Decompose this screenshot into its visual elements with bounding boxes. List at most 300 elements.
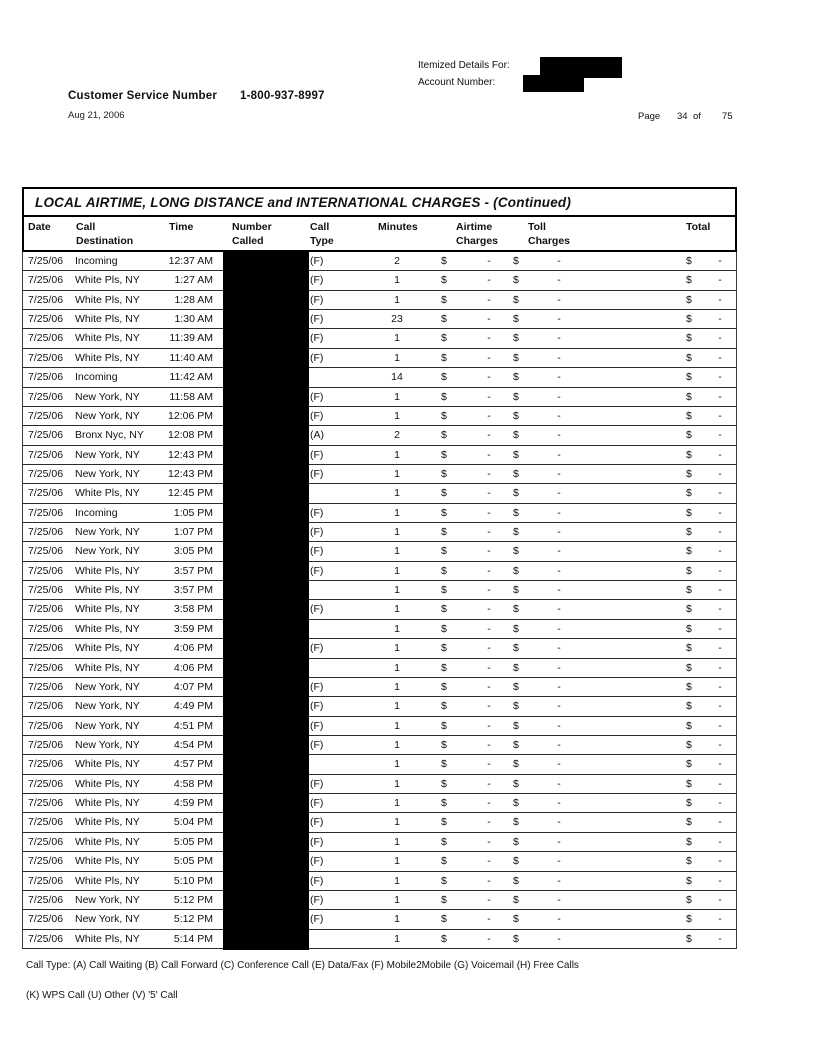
call-type-cell: (F) — [310, 835, 324, 848]
toll-currency-symbol: $ — [513, 467, 519, 480]
total-amount: - — [718, 777, 722, 790]
airtime-currency-symbol: $ — [441, 603, 447, 616]
total-currency-symbol: $ — [686, 758, 692, 771]
total-amount: - — [718, 835, 722, 848]
date-cell: 7/25/06 — [28, 719, 64, 732]
airtime-currency-symbol: $ — [441, 313, 447, 326]
airtime-currency-symbol: $ — [441, 700, 447, 713]
toll-currency-symbol: $ — [513, 680, 519, 693]
total-currency-symbol: $ — [686, 797, 692, 810]
time-cell: 5:10 PM — [173, 874, 213, 887]
call-type-cell: (F) — [310, 467, 324, 480]
col-header-minutes: Minutes — [378, 221, 418, 233]
call-type-cell: (F) — [310, 506, 324, 519]
redaction-number-called — [223, 832, 309, 853]
time-cell: 12:43 PM — [168, 467, 213, 480]
airtime-amount: - — [487, 797, 491, 810]
call-row — [23, 504, 736, 523]
minutes-cell: 1 — [394, 816, 400, 829]
call-type-cell: (F) — [310, 700, 324, 713]
redaction-number-called — [223, 580, 309, 601]
destination-cell: White Pls, NY — [75, 874, 140, 887]
date-cell: 7/25/06 — [28, 545, 64, 558]
col-header-total: Total — [686, 221, 711, 233]
airtime-amount: - — [487, 777, 491, 790]
airtime-currency-symbol: $ — [441, 371, 447, 384]
total-amount: - — [718, 738, 722, 751]
time-cell: 3:57 PM — [173, 564, 213, 577]
total-currency-symbol: $ — [686, 467, 692, 480]
toll-currency-symbol: $ — [513, 758, 519, 771]
call-type-cell: (F) — [310, 680, 324, 693]
call-type-cell: (F) — [310, 855, 324, 868]
total-currency-symbol: $ — [686, 661, 692, 674]
toll-currency-symbol: $ — [513, 855, 519, 868]
total-currency-symbol: $ — [686, 893, 692, 906]
minutes-cell: 1 — [394, 487, 400, 500]
redaction-number-called — [223, 445, 309, 466]
call-type-cell: (F) — [310, 642, 324, 655]
date-cell: 7/25/06 — [28, 642, 64, 655]
airtime-currency-symbol: $ — [441, 816, 447, 829]
total-currency-symbol: $ — [686, 409, 692, 422]
time-cell: 4:51 PM — [173, 719, 213, 732]
call-type-cell: (F) — [310, 448, 324, 461]
airtime-amount: - — [487, 738, 491, 751]
time-cell: 1:30 AM — [174, 313, 213, 326]
minutes-cell: 1 — [394, 758, 400, 771]
total-currency-symbol: $ — [686, 642, 692, 655]
minutes-cell: 1 — [394, 409, 400, 422]
toll-currency-symbol: $ — [513, 332, 519, 345]
call-type-cell: (F) — [310, 390, 324, 403]
date-cell: 7/25/06 — [28, 738, 64, 751]
minutes-cell: 1 — [394, 603, 400, 616]
minutes-cell: 1 — [394, 564, 400, 577]
call-row — [23, 329, 736, 348]
total-currency-symbol: $ — [686, 603, 692, 616]
toll-currency-symbol: $ — [513, 506, 519, 519]
airtime-amount: - — [487, 680, 491, 693]
minutes-cell: 1 — [394, 642, 400, 655]
total-currency-symbol: $ — [686, 371, 692, 384]
time-cell: 3:58 PM — [173, 603, 213, 616]
minutes-cell: 1 — [394, 622, 400, 635]
call-row — [23, 620, 736, 639]
total-amount: - — [718, 874, 722, 887]
toll-currency-symbol: $ — [513, 293, 519, 306]
toll-amount: - — [557, 758, 561, 771]
total-currency-symbol: $ — [686, 255, 692, 267]
minutes-cell: 23 — [391, 313, 403, 326]
destination-cell: New York, NY — [75, 545, 140, 558]
total-currency-symbol: $ — [686, 545, 692, 558]
time-cell: 12:08 PM — [168, 429, 213, 442]
minutes-cell: 1 — [394, 835, 400, 848]
time-cell: 11:40 AM — [169, 351, 213, 364]
toll-currency-symbol: $ — [513, 874, 519, 887]
time-cell: 3:57 PM — [173, 584, 213, 597]
airtime-currency-symbol: $ — [441, 390, 447, 403]
call-row — [23, 794, 736, 813]
airtime-currency-symbol: $ — [441, 874, 447, 887]
call-row — [23, 388, 736, 407]
redaction-number-called — [223, 483, 309, 504]
date-cell: 7/25/06 — [28, 332, 64, 345]
redaction-number-called — [223, 328, 309, 349]
airtime-amount: - — [487, 467, 491, 480]
call-row — [23, 426, 736, 445]
time-cell: 5:12 PM — [173, 893, 213, 906]
time-cell: 4:54 PM — [173, 738, 213, 751]
date-cell: 7/25/06 — [28, 816, 64, 829]
call-type-legend-line1: Call Type: (A) Call Waiting (B) Call Forward (C) Conference Call (E) Data/Fax (F) Mobile2Mobile (G) Voicemail (H) Free Calls — [26, 960, 579, 971]
toll-currency-symbol: $ — [513, 816, 519, 829]
airtime-currency-symbol: $ — [441, 526, 447, 539]
airtime-amount: - — [487, 758, 491, 771]
total-currency-symbol: $ — [686, 487, 692, 500]
time-cell: 4:06 PM — [173, 642, 213, 655]
call-type-cell: (F) — [310, 255, 324, 267]
airtime-currency-symbol: $ — [441, 622, 447, 635]
airtime-amount: - — [487, 661, 491, 674]
time-cell: 3:59 PM — [173, 622, 213, 635]
total-amount: - — [718, 680, 722, 693]
toll-amount: - — [557, 313, 561, 326]
call-type-cell: (F) — [310, 777, 324, 790]
customer-service-number: 1-800-937-8997 — [240, 90, 325, 102]
total-amount: - — [718, 467, 722, 480]
destination-cell: New York, NY — [75, 526, 140, 539]
call-row — [23, 833, 736, 852]
toll-amount: - — [557, 797, 561, 810]
airtime-amount: - — [487, 429, 491, 442]
destination-cell: White Pls, NY — [75, 564, 140, 577]
total-amount: - — [718, 390, 722, 403]
total-amount: - — [718, 274, 722, 287]
toll-currency-symbol: $ — [513, 797, 519, 810]
col-header-time: Time — [169, 221, 194, 233]
toll-amount: - — [557, 467, 561, 480]
call-row — [23, 349, 736, 368]
redaction-number-called — [223, 599, 309, 620]
call-type-cell: (F) — [310, 719, 324, 732]
total-amount: - — [718, 293, 722, 306]
redaction-number-called — [223, 774, 309, 795]
call-row — [23, 639, 736, 658]
redaction-number-called — [223, 871, 309, 892]
call-row — [23, 407, 736, 426]
call-type-cell: (F) — [310, 816, 324, 829]
redaction-number-called — [223, 793, 309, 814]
destination-cell: Bronx Nyc, NY — [75, 429, 144, 442]
call-row — [23, 600, 736, 619]
toll-amount: - — [557, 680, 561, 693]
col-header-toll-charges: Toll Charges — [528, 221, 571, 247]
redaction-number-called — [223, 677, 309, 698]
minutes-cell: 2 — [394, 255, 400, 267]
airtime-amount: - — [487, 332, 491, 345]
call-row — [23, 872, 736, 891]
call-row — [23, 910, 736, 929]
redaction-number-called — [223, 735, 309, 756]
call-row — [23, 252, 736, 271]
airtime-amount: - — [487, 313, 491, 326]
call-row — [23, 368, 736, 387]
toll-currency-symbol: $ — [513, 661, 519, 674]
airtime-currency-symbol: $ — [441, 409, 447, 422]
time-cell: 1:28 AM — [174, 293, 213, 306]
destination-cell: White Pls, NY — [75, 313, 140, 326]
time-cell: 4:59 PM — [173, 797, 213, 810]
time-cell: 4:58 PM — [173, 777, 213, 790]
destination-cell: New York, NY — [75, 719, 140, 732]
airtime-currency-symbol: $ — [441, 545, 447, 558]
airtime-currency-symbol: $ — [441, 487, 447, 500]
airtime-currency-symbol: $ — [441, 351, 447, 364]
col-header-destination: Call Destination — [76, 221, 134, 247]
time-cell: 11:39 AM — [169, 332, 213, 345]
call-row — [23, 523, 736, 542]
minutes-cell: 1 — [394, 874, 400, 887]
date-cell: 7/25/06 — [28, 855, 64, 868]
total-currency-symbol: $ — [686, 526, 692, 539]
minutes-cell: 1 — [394, 448, 400, 461]
minutes-cell: 1 — [394, 545, 400, 558]
time-cell: 1:05 PM — [173, 506, 213, 519]
airtime-currency-symbol: $ — [441, 448, 447, 461]
call-row — [23, 717, 736, 736]
destination-cell: White Pls, NY — [75, 816, 140, 829]
toll-currency-symbol: $ — [513, 893, 519, 906]
call-type-cell: (F) — [310, 738, 324, 751]
toll-currency-symbol: $ — [513, 622, 519, 635]
page-number: 34 — [677, 111, 688, 122]
date-cell: 7/25/06 — [28, 700, 64, 713]
date-cell: 7/25/06 — [28, 893, 64, 906]
toll-amount: - — [557, 622, 561, 635]
airtime-currency-symbol: $ — [441, 564, 447, 577]
airtime-amount: - — [487, 371, 491, 384]
toll-currency-symbol: $ — [513, 351, 519, 364]
table-title: LOCAL AIRTIME, LONG DISTANCE and INTERNATIONAL CHARGES - (Continued) — [35, 194, 572, 210]
call-type-cell: (F) — [310, 797, 324, 810]
minutes-cell: 1 — [394, 700, 400, 713]
airtime-currency-symbol: $ — [441, 429, 447, 442]
destination-cell: New York, NY — [75, 913, 140, 926]
destination-cell: Incoming — [75, 371, 118, 384]
minutes-cell: 1 — [394, 855, 400, 868]
total-currency-symbol: $ — [686, 874, 692, 887]
toll-amount: - — [557, 274, 561, 287]
destination-cell: White Pls, NY — [75, 351, 140, 364]
airtime-currency-symbol: $ — [441, 797, 447, 810]
toll-currency-symbol: $ — [513, 584, 519, 597]
charges-table — [22, 187, 737, 949]
call-type-cell: (F) — [310, 409, 324, 422]
airtime-amount: - — [487, 932, 491, 945]
redaction-number-called — [223, 406, 309, 427]
minutes-cell: 1 — [394, 526, 400, 539]
total-currency-symbol: $ — [686, 932, 692, 945]
total-currency-symbol: $ — [686, 584, 692, 597]
call-row — [23, 852, 736, 871]
total-amount: - — [718, 893, 722, 906]
call-type-cell: (F) — [310, 603, 324, 616]
airtime-amount: - — [487, 526, 491, 539]
toll-amount: - — [557, 893, 561, 906]
toll-amount: - — [557, 526, 561, 539]
table-title-box — [22, 187, 737, 217]
total-currency-symbol: $ — [686, 293, 692, 306]
total-amount: - — [718, 351, 722, 364]
toll-amount: - — [557, 255, 561, 267]
total-amount: - — [718, 622, 722, 635]
minutes-cell: 1 — [394, 893, 400, 906]
total-amount: - — [718, 719, 722, 732]
toll-currency-symbol: $ — [513, 913, 519, 926]
total-amount: - — [718, 584, 722, 597]
time-cell: 12:06 PM — [168, 409, 213, 422]
call-row — [23, 659, 736, 678]
toll-currency-symbol: $ — [513, 487, 519, 500]
toll-amount: - — [557, 351, 561, 364]
call-row — [23, 678, 736, 697]
airtime-amount: - — [487, 506, 491, 519]
redaction-number-called — [223, 270, 309, 291]
statement-date: Aug 21, 2006 — [68, 110, 125, 121]
call-type-cell: (F) — [310, 293, 324, 306]
date-cell: 7/25/06 — [28, 913, 64, 926]
total-amount: - — [718, 816, 722, 829]
toll-currency-symbol: $ — [513, 700, 519, 713]
page-total: 75 — [722, 111, 733, 122]
time-cell: 5:05 PM — [173, 855, 213, 868]
airtime-amount: - — [487, 893, 491, 906]
airtime-amount: - — [487, 255, 491, 267]
toll-amount: - — [557, 332, 561, 345]
airtime-currency-symbol: $ — [441, 680, 447, 693]
toll-amount: - — [557, 642, 561, 655]
redaction-number-called — [223, 890, 309, 911]
toll-amount: - — [557, 874, 561, 887]
call-row — [23, 271, 736, 290]
total-amount: - — [718, 603, 722, 616]
total-amount: - — [718, 661, 722, 674]
page-of-label: of — [693, 111, 701, 122]
airtime-amount: - — [487, 816, 491, 829]
call-row — [23, 310, 736, 329]
airtime-currency-symbol: $ — [441, 758, 447, 771]
call-rows — [22, 252, 737, 949]
airtime-amount: - — [487, 642, 491, 655]
time-cell: 5:04 PM — [173, 816, 213, 829]
airtime-currency-symbol: $ — [441, 835, 447, 848]
col-header-date: Date — [28, 221, 51, 233]
destination-cell: New York, NY — [75, 893, 140, 906]
airtime-currency-symbol: $ — [441, 642, 447, 655]
time-cell: 12:43 PM — [168, 448, 213, 461]
time-cell: 1:27 AM — [174, 274, 213, 287]
redaction-number-called — [223, 812, 309, 833]
date-cell: 7/25/06 — [28, 429, 64, 442]
toll-currency-symbol: $ — [513, 603, 519, 616]
destination-cell: White Pls, NY — [75, 584, 140, 597]
call-type-cell: (F) — [310, 893, 324, 906]
account-number-label: Account Number: — [418, 77, 496, 88]
total-currency-symbol: $ — [686, 913, 692, 926]
total-amount: - — [718, 506, 722, 519]
call-row — [23, 775, 736, 794]
call-row — [23, 581, 736, 600]
call-row — [23, 891, 736, 910]
minutes-cell: 1 — [394, 506, 400, 519]
destination-cell: White Pls, NY — [75, 661, 140, 674]
redaction-number-called — [223, 309, 309, 330]
redaction-number-called — [223, 754, 309, 775]
total-amount: - — [718, 429, 722, 442]
toll-currency-symbol: $ — [513, 719, 519, 732]
airtime-amount: - — [487, 564, 491, 577]
destination-cell: New York, NY — [75, 448, 140, 461]
page-label: Page — [638, 111, 661, 122]
date-cell: 7/25/06 — [28, 390, 64, 403]
minutes-cell: 1 — [394, 913, 400, 926]
toll-currency-symbol: $ — [513, 409, 519, 422]
call-type-cell: (F) — [310, 874, 324, 887]
minutes-cell: 1 — [394, 467, 400, 480]
call-row — [23, 465, 736, 484]
time-cell: 5:05 PM — [173, 835, 213, 848]
total-currency-symbol: $ — [686, 390, 692, 403]
time-cell: 5:14 PM — [173, 932, 213, 945]
date-cell: 7/25/06 — [28, 603, 64, 616]
destination-cell: White Pls, NY — [75, 797, 140, 810]
total-amount: - — [718, 487, 722, 500]
date-cell: 7/25/06 — [28, 526, 64, 539]
call-type-cell: (A) — [310, 429, 324, 442]
destination-cell: New York, NY — [75, 467, 140, 480]
toll-amount: - — [557, 448, 561, 461]
redaction-number-called — [223, 387, 309, 408]
minutes-cell: 1 — [394, 584, 400, 597]
airtime-amount: - — [487, 622, 491, 635]
airtime-currency-symbol: $ — [441, 913, 447, 926]
airtime-amount: - — [487, 448, 491, 461]
total-currency-symbol: $ — [686, 777, 692, 790]
date-cell: 7/25/06 — [28, 448, 64, 461]
minutes-cell: 1 — [394, 661, 400, 674]
total-amount: - — [718, 526, 722, 539]
airtime-amount: - — [487, 603, 491, 616]
time-cell: 4:06 PM — [173, 661, 213, 674]
total-currency-symbol: $ — [686, 332, 692, 345]
toll-amount: - — [557, 816, 561, 829]
airtime-amount: - — [487, 274, 491, 287]
airtime-amount: - — [487, 700, 491, 713]
date-cell: 7/25/06 — [28, 777, 64, 790]
date-cell: 7/25/06 — [28, 680, 64, 693]
date-cell: 7/25/06 — [28, 351, 64, 364]
total-currency-symbol: $ — [686, 816, 692, 829]
airtime-currency-symbol: $ — [441, 738, 447, 751]
total-currency-symbol: $ — [686, 564, 692, 577]
toll-currency-symbol: $ — [513, 738, 519, 751]
destination-cell: White Pls, NY — [75, 777, 140, 790]
redaction-number-called — [223, 909, 309, 930]
call-type-cell: (F) — [310, 913, 324, 926]
airtime-amount: - — [487, 293, 491, 306]
